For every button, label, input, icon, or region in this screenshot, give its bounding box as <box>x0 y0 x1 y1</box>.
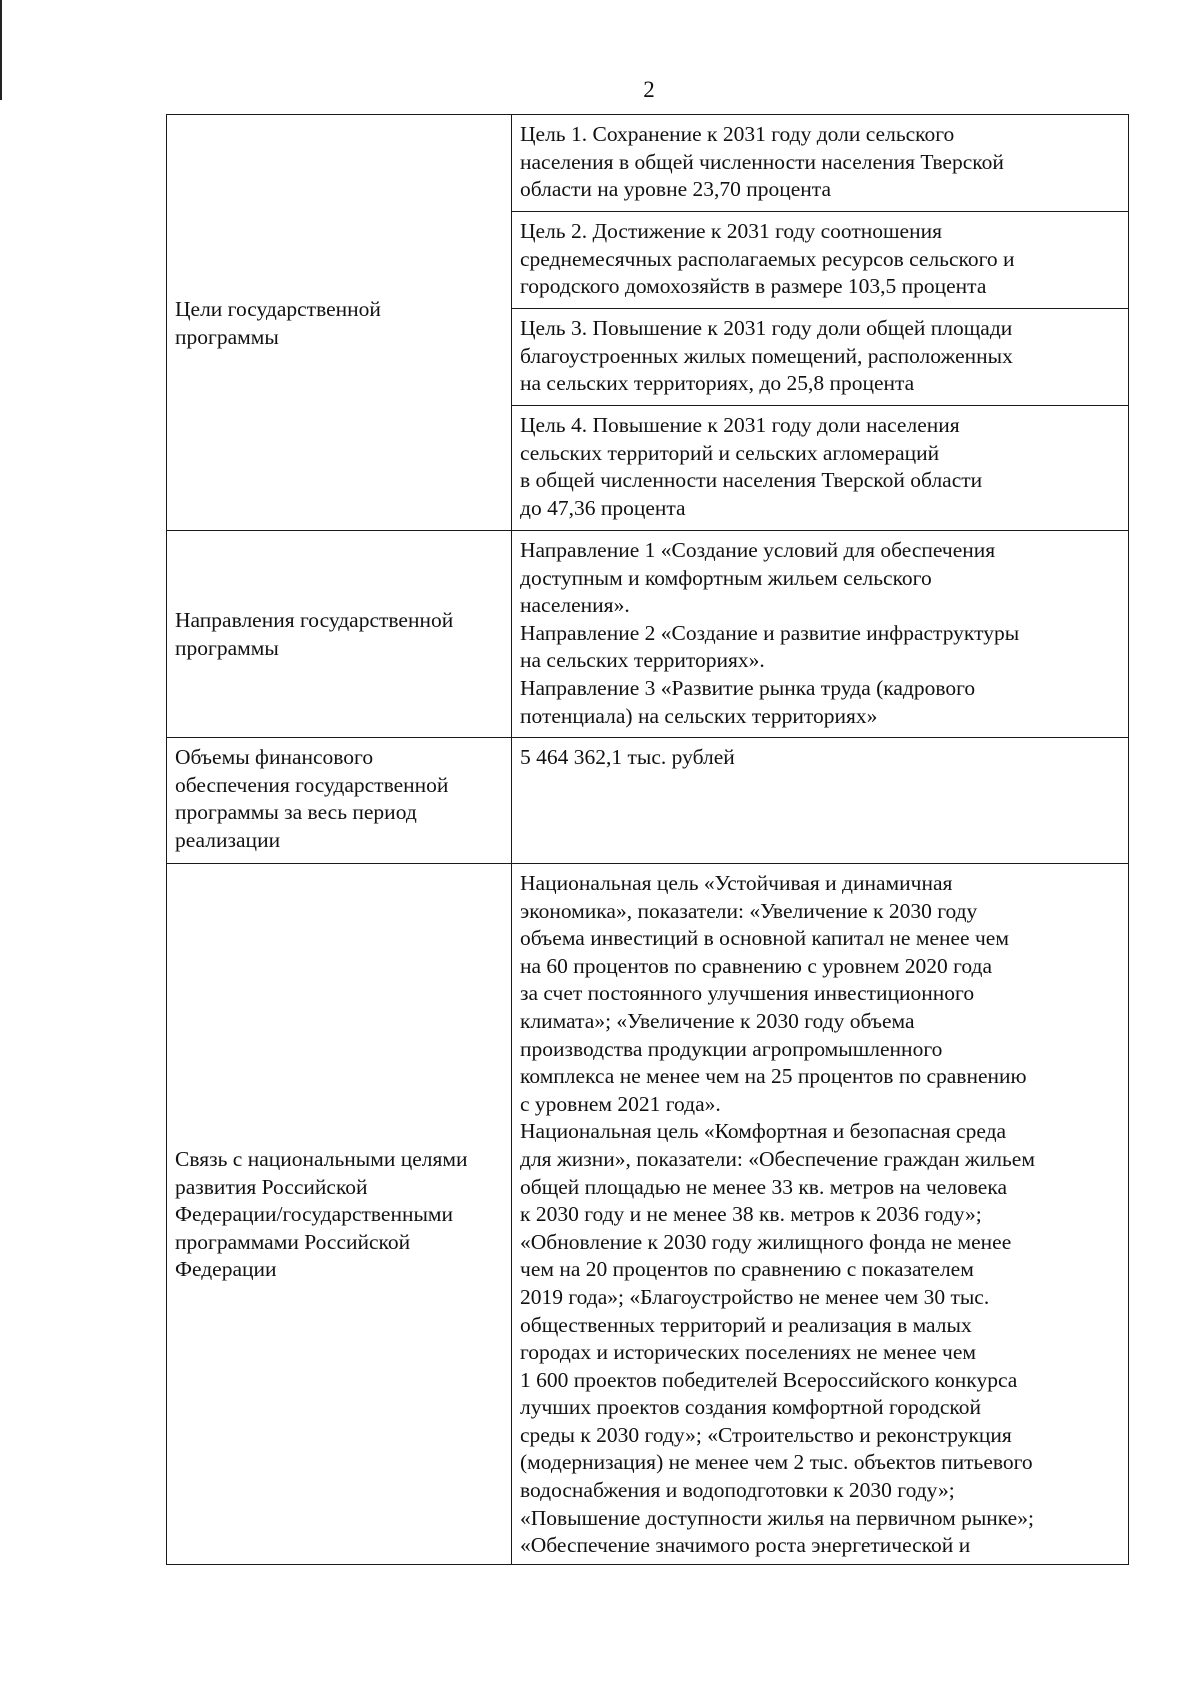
national-goals-label-cell <box>167 864 512 1565</box>
goal-3-cell <box>512 309 1129 406</box>
directions-label-cell <box>167 531 512 738</box>
national-goals-label: Связь с национальными целями развития Российской Федерации/государственными программами Российской Федерации <box>175 1146 468 1282</box>
table-row-goals <box>167 115 1129 212</box>
goal-1-cell <box>512 115 1129 212</box>
goal-2-text: Цель 2. Достижение к 2031 году соотношения среднемесячных располагаемых ресурсов сельского и городского домохозяйств в размере 103,5 процента <box>520 219 1015 299</box>
goal-2-cell <box>512 212 1129 309</box>
goals-label: Цели государственной программы <box>175 296 381 349</box>
national-goals-value-cell <box>512 864 1129 1565</box>
goal-3-text: Цель 3. Повышение к 2031 году доли общей площади благоустроенных жилых помещений, расположенных на сельских территориях, до 25,8 процента <box>520 316 1013 396</box>
national-goals-text: Национальная цель «Устойчивая и динамичная экономика», показатели: «Увеличение к 2030 году объема инвестиций в основной капитал не менее чем на 60 процентов по сравнению с уровнем 2020 года за счет постоянного улучшения инвестиционного климата»; «Увеличение к 2030 году объема производства продукции агропромышленного комплекса не менее чем на 25 процентов по сравнению с уровнем 2021 года». Национальная цель «Комфортная и безопасная среда для жизни», показатели: «Обеспечение граждан жильем общей площадью не менее 33 кв. метров на человека к 2030 году и не менее 38 кв. метров к 2036 году»; «Обновление к 2030 году жилищного фонда не менее чем на 20 процентов по сравнению с показателем 2019 года»; «Благоустройство не менее чем 30 тыс. общественных территорий и реализация в малых городах и исторических поселениях не менее чем 1 600 проектов победителей Всероссийского конкурса лучших проектов создания комфортной городской среды к 2030 году»; «Строительство и реконструкция (модернизация) не менее чем 2 тыс. объектов питьевого водоснабжения и водоподготовки к 2030 году»; «Повышение доступности жилья на первичном рынке»; «Обеспечение значимого роста энергетической и <box>520 871 1035 1558</box>
goal-4-text: Цель 4. Повышение к 2031 году доли населения сельских территорий и сельских агломераций в общей численности населения Тверской области до 47,36 процента <box>520 413 983 520</box>
table-row-finance <box>167 738 1129 864</box>
finance-label: Объемы финансового обеспечения государственной программы за весь период реализации <box>175 745 449 852</box>
finance-value-cell <box>512 738 1129 864</box>
directions-text: Направление 1 «Создание условий для обеспечения доступным и комфортным жильем сельского населения». Направление 2 «Создание и развитие инфраструктуры на сельских территориях». Направление 3 «Развитие рынка труда (кадрового потенциала) на сельских территориях» <box>520 538 1020 728</box>
finance-amount: 5 464 362,1 тыс. рублей <box>520 745 735 769</box>
directions-label: Направления государственной программы <box>175 608 454 660</box>
goals-label-cell <box>167 115 512 531</box>
directions-value-cell <box>512 531 1129 738</box>
program-passport-table <box>166 114 1129 1565</box>
table-row-directions <box>167 531 1129 738</box>
goal-1-text: Цель 1. Сохранение к 2031 году доли сельского населения в общей численности населения Тверской области на уровне 23,70 процента <box>520 122 1004 202</box>
goal-4-cell <box>512 406 1129 531</box>
page-number: 2 <box>643 77 655 102</box>
finance-label-cell <box>167 738 512 864</box>
table-row-national-goals <box>167 864 1129 1565</box>
